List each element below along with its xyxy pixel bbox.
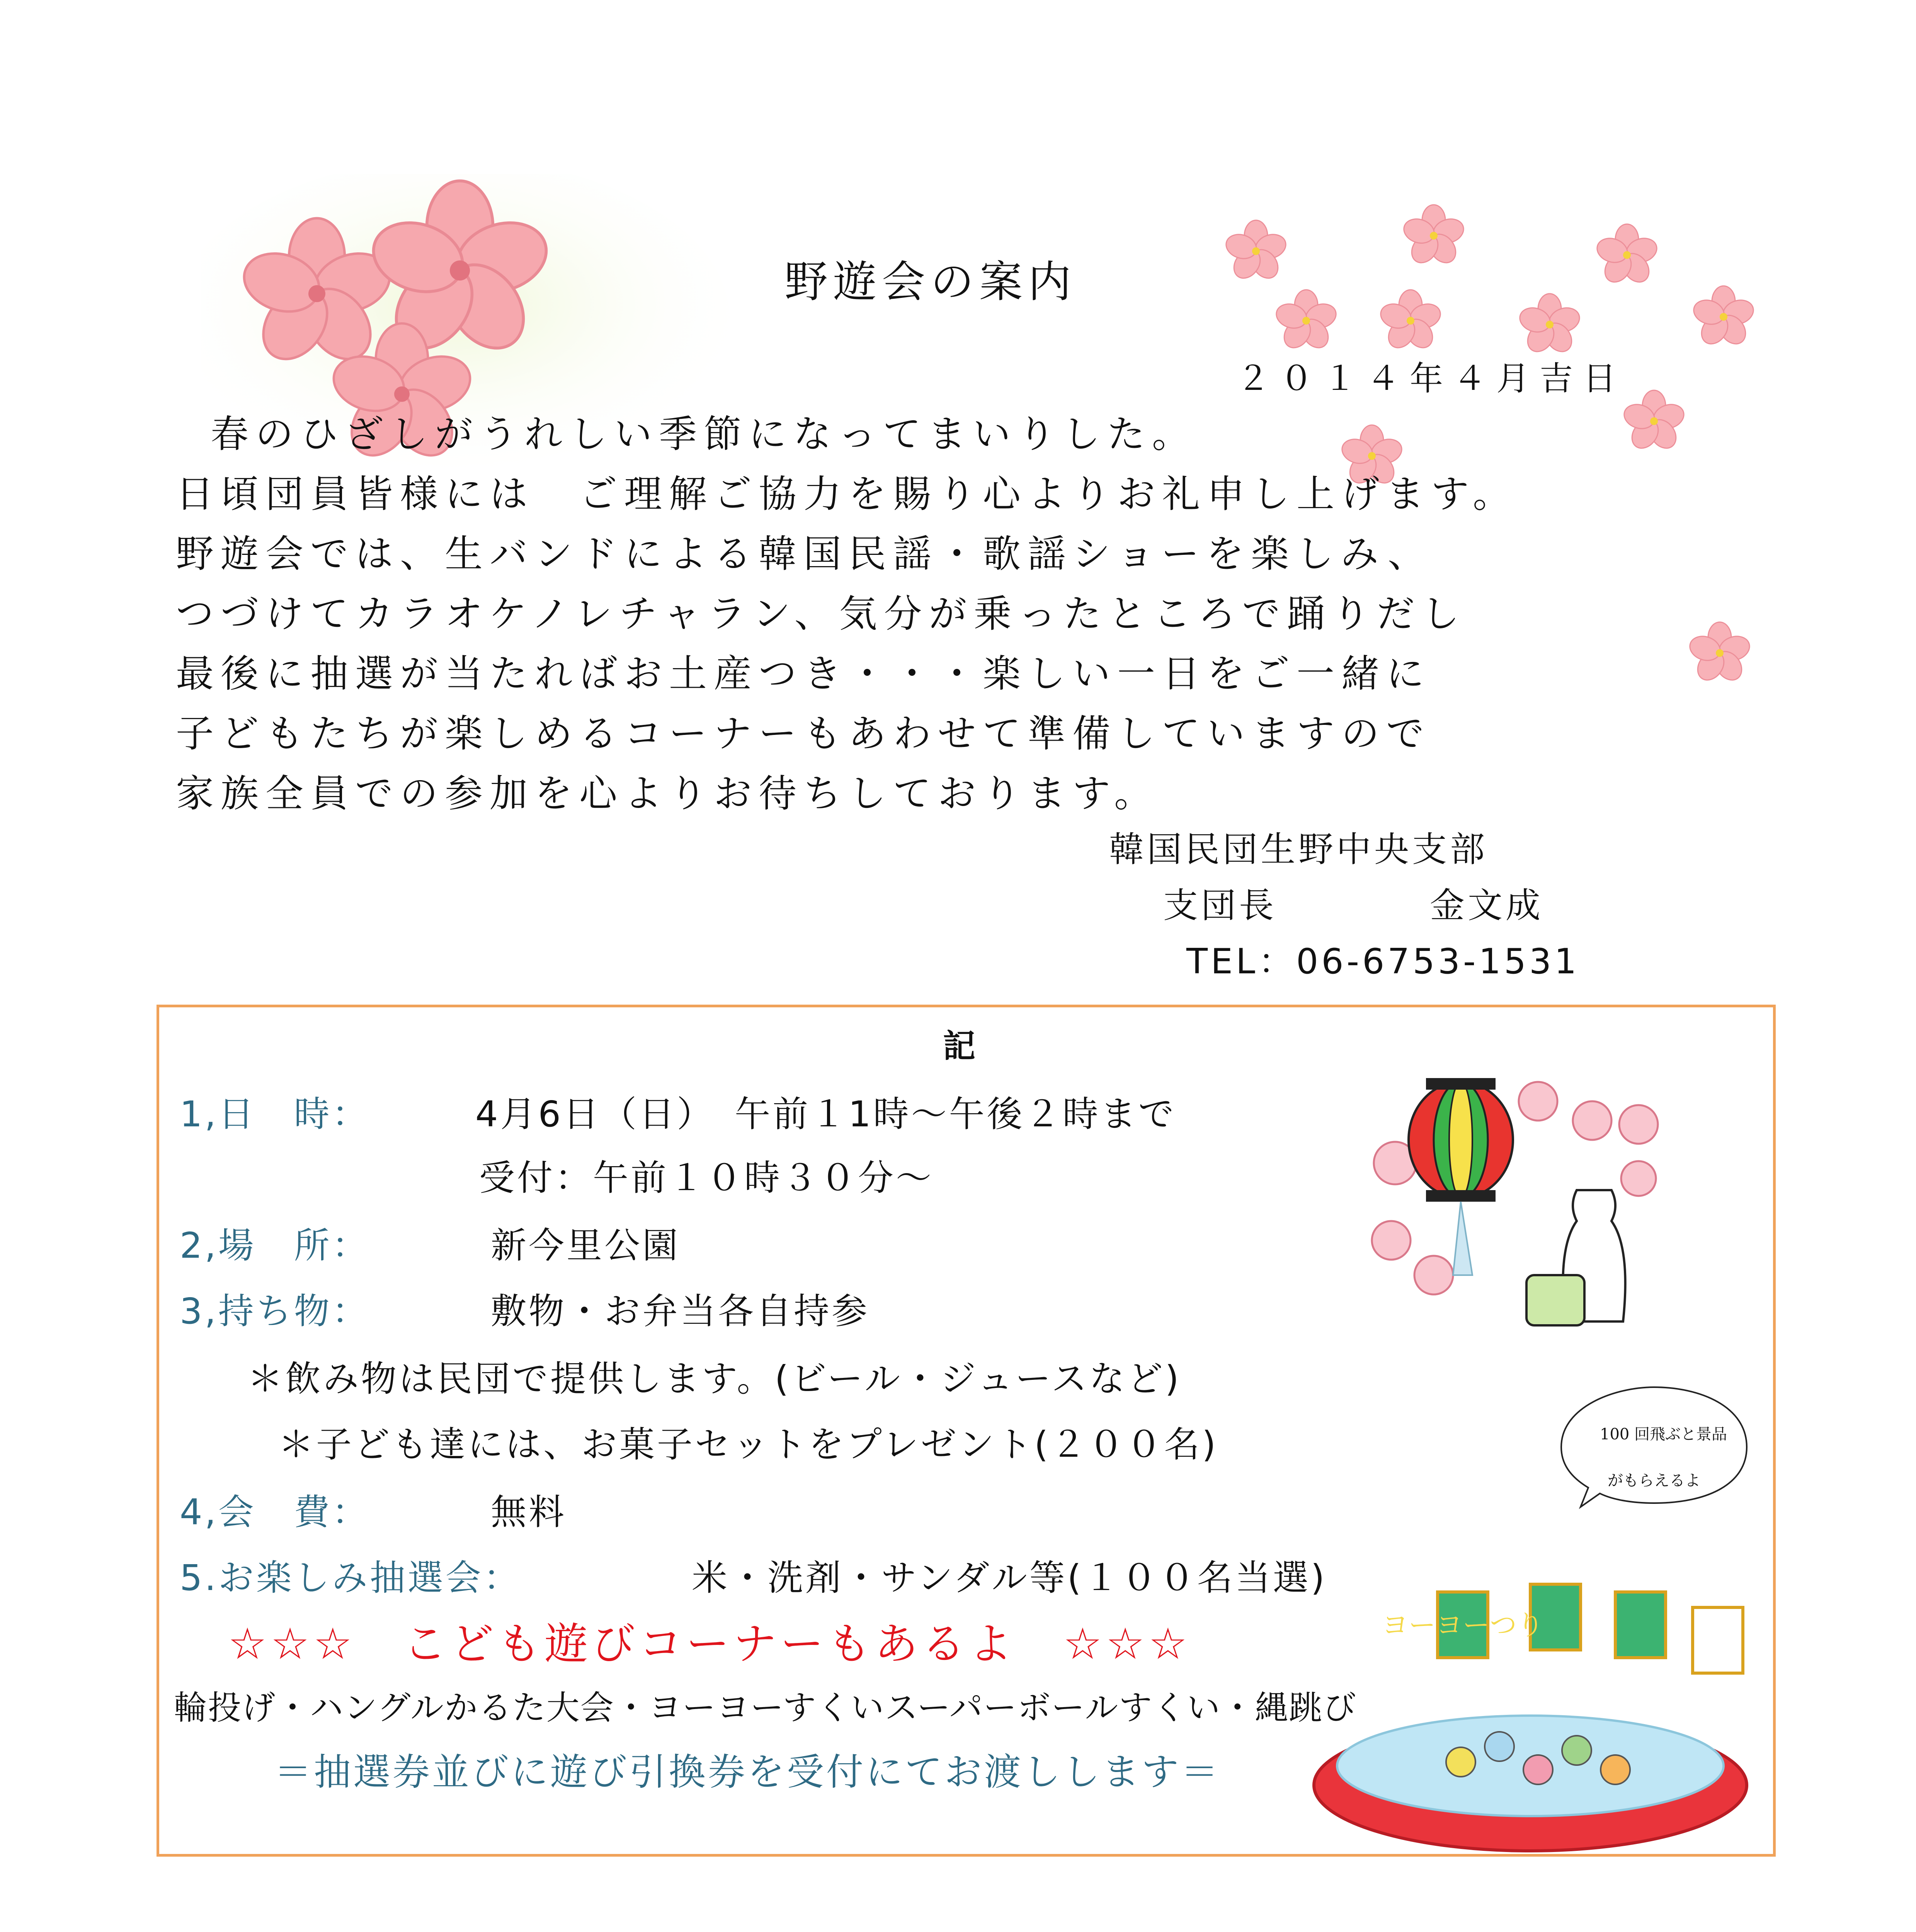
kids-gift-note: ＊子ども達には、お菓子セットをプレゼント(２００名) <box>278 1424 1218 1465</box>
page-title: 野遊会の案内 <box>784 257 1077 307</box>
reception-time: 受付：午前１０時３０分〜 <box>479 1157 934 1199</box>
date-value: 4月6日（日） 午前１1時〜午後２時まで <box>475 1094 1176 1135</box>
speech-bubble <box>1538 1383 1758 1511</box>
belongings-label: 3,持ち物： <box>180 1291 370 1332</box>
place-label: 2,場 所： <box>180 1225 370 1266</box>
sender-org: 韓国民団生野中央支部 <box>1109 829 1488 870</box>
drinks-note: ＊飲み物は民団で提供します。(ビール・ジュースなど) <box>247 1358 1181 1400</box>
lottery-value: 米・洗剤・サンダル等(１００名当選) <box>692 1557 1327 1599</box>
intro-line: 家族全員での参加を心よりお待ちしております。 <box>176 772 1159 816</box>
bubble-line-2: がもらえるよ <box>1608 1472 1700 1490</box>
intro-line: 日頃団員皆様には ご理解ご協力を賜り心よりお礼申し上げます。 <box>176 472 1518 516</box>
date-label: 1,日 時： <box>180 1094 370 1135</box>
games-list: 輪投げ・ハングルかるた大会・ヨーヨーすくいスーパーボールすくい・縄跳び <box>174 1689 1357 1727</box>
yoyo-pool-illustration <box>1298 1569 1774 1862</box>
fee-value: 無料 <box>491 1492 567 1533</box>
sender-tel: TEL：06-6753-1531 <box>1186 941 1580 982</box>
belongings-value: 敷物・お弁当各自持参 <box>491 1291 870 1332</box>
intro-line: 子どもたちが楽しめるコーナーもあわせて準備していますので <box>176 712 1431 756</box>
sender-position: 支団長 <box>1163 885 1277 926</box>
notice-heading: 記 <box>943 1027 976 1065</box>
intro-line: つづけてカラオケノレチャラン、気分が乗ったところで踊りだし <box>176 592 1467 636</box>
sender-name: 金文成 <box>1430 885 1543 926</box>
intro-line: 最後に抽選が当たればお土産つき・・・楽しい一日をご一緒に <box>176 652 1431 696</box>
fee-label: 4,会 費： <box>180 1492 370 1533</box>
place-value: 新今里公園 <box>491 1225 681 1266</box>
issue-date: ２０１４年４月吉日 <box>1237 359 1626 398</box>
kids-corner-banner: ☆☆☆ こども遊びコーナーもあるよ ☆☆☆ <box>228 1619 1191 1669</box>
intro-line: 野遊会では、生バンドによる韓国民謡・歌謡ショーを楽しみ、 <box>176 532 1433 576</box>
yoyo-sign: ヨーヨーつり <box>1382 1609 1544 1641</box>
lantern-sake-illustration <box>1345 1074 1693 1352</box>
tickets-note: ＝抽選券並びに遊び引換券を受付にてお渡しします＝ <box>274 1750 1220 1794</box>
lottery-label: 5.お楽しみ抽選会： <box>180 1557 521 1599</box>
bubble-line-1: 100 回飛ぶと景品 <box>1600 1425 1727 1443</box>
intro-line: 春のひざしがうれしい季節になってまいりした。 <box>211 412 1197 456</box>
